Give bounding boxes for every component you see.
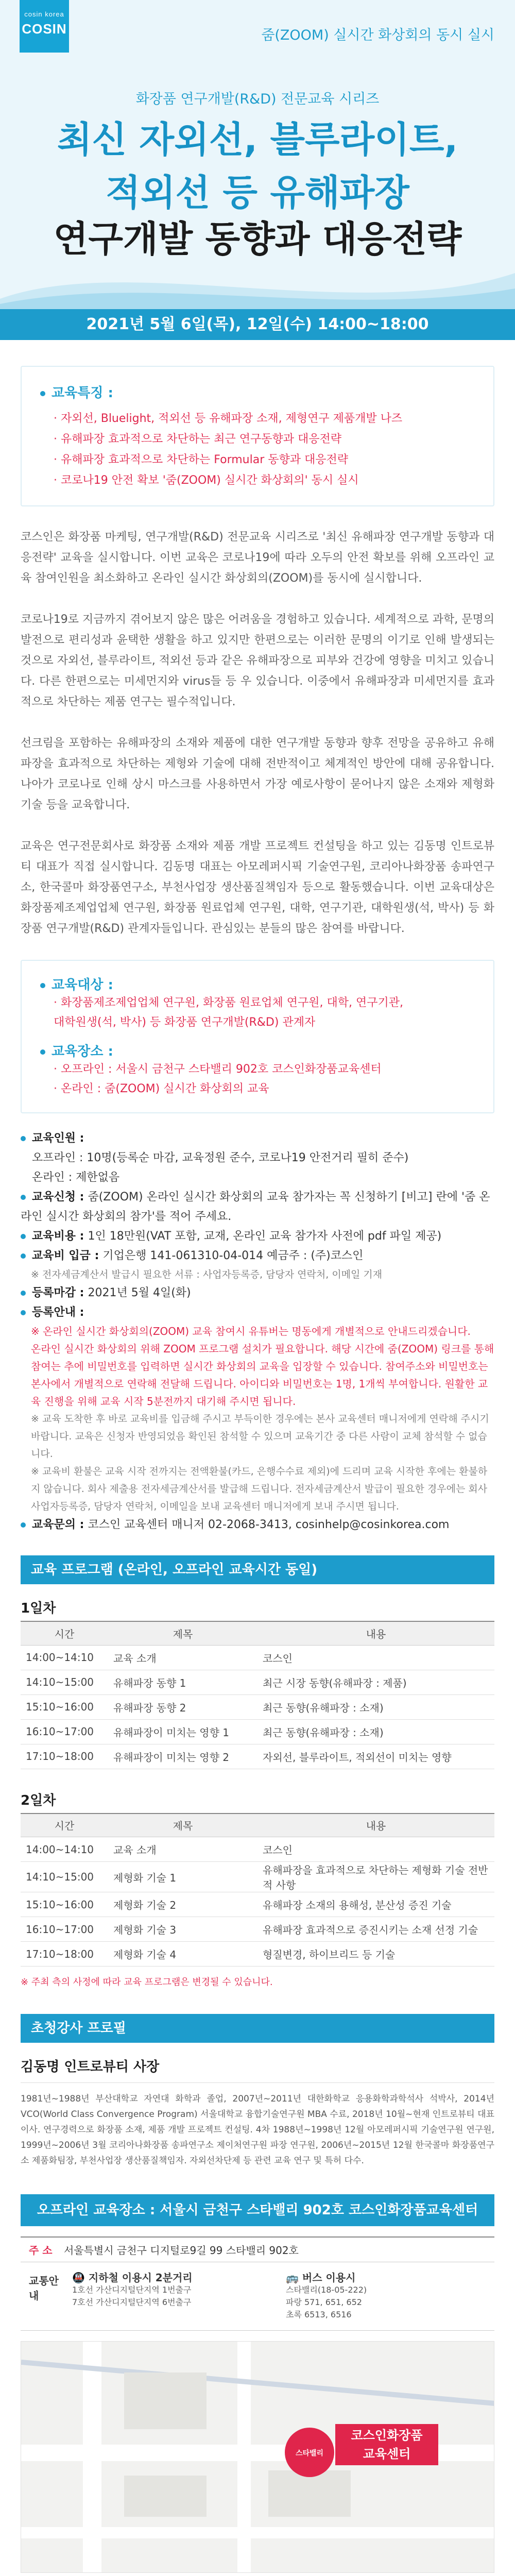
cell-content: 최근 동향(유해파장 : 소재) [258, 1719, 494, 1744]
transit-label: 교통안내 [29, 2275, 59, 2302]
method-row: 교육신청 : 줌(ZOOM) 온라인 실시간 화상회의 교육 참가자는 꼭 신청하기 [비고] 란에 '줌 온라인 실시간 화상회의 참가'를 적어 주세요. [21, 1191, 490, 1223]
cosin-logo [20, 0, 69, 53]
bullet-icon [40, 983, 45, 988]
cell-time: 14:00~14:10 [21, 1645, 108, 1670]
cell-title: 제형화 기술 1 [108, 1862, 258, 1892]
col-content: 내용 [258, 1621, 494, 1645]
bus-title: 🚌 버스 이용시 [286, 2272, 356, 2284]
audience-item: 대학원생(석, 박사) 등 화장품 연구개발(R&D) 관계자 [54, 1016, 316, 1029]
cell-content: 형질변경, 하이브리드 등 기술 [258, 1942, 494, 1967]
zoom-notice: 줌(ZOOM) 실시간 화상회의 동시 실시 [261, 27, 494, 43]
cell-time: 17:10~18:00 [21, 1744, 108, 1769]
cell-content: 코스인 [258, 1645, 494, 1670]
day1-title: 1일차 [21, 1601, 56, 1616]
deadline-row: 등록마감 : 2021년 5월 4일(화) [21, 1283, 494, 1303]
cell-title: 유해파장 동향 1 [108, 1670, 258, 1694]
bus-line: 스타밸리(18-05-222) [286, 2285, 367, 2295]
address-text: 서울특별시 금천구 디지털로9길 99 스타밸리 902호 [63, 2244, 299, 2257]
cell-time: 16:10~17:00 [21, 1917, 108, 1942]
main-title-line-2: 적외선 등 유해파장 [106, 172, 409, 214]
logo-top-text: cosin korea [24, 10, 64, 18]
personnel-row: 교육인원 : [21, 1129, 494, 1148]
bullet-icon [21, 1136, 26, 1141]
table-row [21, 1942, 494, 1967]
feature-item: · 유해파장 효과적으로 차단하는 최근 연구동향과 대응전략 [54, 433, 342, 446]
audience-item: · 화장품제조제업업체 연구원, 화장품 원료업체 연구원, 대학, 연구기관, [54, 996, 403, 1009]
cell-content: 최근 동향(유해파장 : 소재) [258, 1694, 494, 1719]
bullet-icon [21, 1253, 26, 1259]
subway-info [67, 2262, 281, 2330]
intro-paragraph: 코스인은 화장품 마케팅, 연구개발(R&D) 전문교육 시리즈로 '최신 유해파장 연구개발 동향과 대응전략' 교육을 실시합니다. 이번 교육은 코로나19에 따라 오두의 안전 확보를 위해 오프라인 교육 참여인원을 최소화하고 온라인 실시간 화상회의(ZOOM)를 동시에 실시합니다. [21, 531, 494, 585]
cell-content: 자외선, 블루라이트, 적외선이 미치는 영향 [258, 1744, 494, 1769]
bullet-icon [21, 1195, 26, 1200]
cell-content: 유해파장 소재의 용해성, 분산성 증진 기술 [258, 1892, 494, 1917]
speaker-heading: 초청강사 프로필 [21, 2014, 494, 2043]
bullet-icon [40, 1049, 45, 1055]
personnel-offline: 오프라인 : 10명(등록순 마감, 교육정원 준수, 코로나19 안전거리 필히 준수) [32, 1151, 409, 1164]
decorative-wave [0, 242, 515, 314]
account-note: ※ 전자세금계산서 발급시 필요한 서류 : 사업자등록증, 담당자 연락처, 이메일 기재 [31, 1269, 383, 1280]
table-row [21, 1744, 494, 1769]
address-label: 주 소 [29, 2244, 53, 2257]
col-content: 내용 [258, 1814, 494, 1837]
col-time: 시간 [21, 1621, 108, 1645]
day2-table [21, 1813, 494, 1967]
feature-item: · 자외선, Bluelight, 적외선 등 유해파장 소재, 제형연구 제품개발 나즈 [54, 412, 403, 425]
cell-title: 제형화 기술 4 [108, 1942, 258, 1967]
table-row [21, 1719, 494, 1744]
table-row [21, 1917, 494, 1942]
feature-item: · 유해파장 효과적으로 차단하는 Formular 동향과 대응전략 [54, 453, 348, 466]
hero-banner [0, 0, 515, 340]
col-title: 제목 [108, 1621, 258, 1645]
registration-details [0, 1113, 515, 1535]
speaker-bio: 1981년~1988년 부산대학교 자연대 화학과 졸업, 2007년~2011년 대한화학교 응용화학과학석사 석박사, 2014년 VCO(World Class Convergence Program) 서울대학교 융합기술연구원 MBA 수료, 2018년 10월~현재 인트로뷰티 대표이사. 연구경력으로 화장품 소재, 제품 개발 프로젝트 컨설팅. 4차 1988년~1998년 12월 아모레퍼시픽 기술연구원 연구원, 1999년~2006년 3월 코리아나화장품 송파연구소 제이처연구원 파장 연구원, 2006년~2015년 12월 한국콜마 화장품연구소 제품화팀장, 부천사업장 생산품질책임자. 자외선차단제 등 관련 교육 연구 및 특허 다수. [21, 2094, 494, 2166]
schedule-heading: 교육 프로그램 (온라인, 오프라인 교육시간 동일) [21, 1555, 494, 1584]
col-time: 시간 [21, 1814, 108, 1837]
cell-time: 14:10~15:00 [21, 1862, 108, 1892]
speaker-name: 김동명 인트로뷰티 사장 [21, 2056, 494, 2083]
map-pin-label: 스타밸리 [295, 2449, 324, 2458]
location-heading: 오프라인 교육장소 : 서울시 금천구 스타밸리 902호 코스인화장품교육센터 [21, 2194, 494, 2226]
cell-title: 유해파장 동향 2 [108, 1694, 258, 1719]
table-row [21, 1862, 494, 1892]
audience-venue-box [21, 960, 494, 1113]
cell-content: 최근 시장 동향(유해파장 : 제품) [258, 1670, 494, 1694]
audience-heading: 교육대상 : [40, 974, 475, 993]
map-label-line: 교육센터 [363, 2447, 411, 2461]
cell-time: 15:10~16:00 [21, 1694, 108, 1719]
intro-paragraph: 선크림을 포함하는 유해파장의 소재와 제품에 대한 연구개발 동향과 향후 전망을 공유하고 유해파장을 효과적으로 차단하는 제형와 기술에 대해 전반적이고 체계적인 방안에 대해 공유합니다. 나아가 코로나로 인해 상시 마스크를 사용하면서 가장 예로사항이 묻어나지 않은 소재와 제형화 기술 등을 교육합니다. [21, 737, 494, 811]
day1-table [21, 1621, 494, 1769]
main-title-line-3: 연구개발 동향과 대응전략 [53, 218, 462, 260]
map-label [335, 2424, 438, 2465]
cell-time: 14:00~14:10 [21, 1837, 108, 1862]
register-note: ※ 교육비 환불은 교육 시작 전까지는 전액환불(카드, 은행수수료 제외)에 드리며 교육 시작한 후에는 환불하지 않습니다. 회사 제출용 전자세금계산서를 발급해 드립니다. 전자세금계산서 발급이 필요한 경우에는 회사 사업자등록증, 담당자 연락처, 이메일을 보내 교육센터 매니저에게 보내 주시면 됩니다. [31, 1466, 488, 1512]
table-row [21, 1892, 494, 1917]
venue-heading: 교육장소 : [40, 1041, 475, 1060]
address-row [21, 2236, 494, 2262]
bus-line: 초록 6513, 6516 [286, 2310, 352, 2319]
table-row [21, 1837, 494, 1862]
subway-line: 7호선 가산디지털단지역 6번출구 [72, 2297, 192, 2307]
venue-item: · 오프라인 : 서울시 금천구 스타밸리 902호 코스인화장품교육센터 [54, 1063, 382, 1076]
bus-info [281, 2262, 494, 2330]
logo-name: COSIN [22, 21, 67, 37]
cell-content: 코스인 [258, 1837, 494, 1862]
cell-title: 교육 소개 [108, 1837, 258, 1862]
register-note: 온라인 실시간 화상회의 위해 ZOOM 프로그램 설치가 필요합니다. 해당 시간에 줌(ZOOM) 링크를 통해 참여는 추에 비밀번호를 입력하면 실시간 화상회의 교육을 입장할 수 있습니다. 참여주소와 비밀번호는 본사에서 개별적으로 연락해 전달해 드립니다. 아이디와 비밀번호는 1명, 1개씩 부여합니다. 원활한 교육 진행을 위해 교육 시작 5분전까지 대기해 주시면 됩니다. [31, 1343, 494, 1408]
bullet-icon [21, 1310, 26, 1315]
cell-title: 유해파장이 미치는 영향 2 [108, 1744, 258, 1769]
features-heading: 교육특징 : [40, 382, 475, 401]
contact-row: 교육문의 : 코스인 교육센터 매니저 02-2068-3413, cosinhelp@cosinkorea.com [21, 1515, 494, 1535]
subway-title: 🚇 지하철 이용시 2분거리 [72, 2272, 193, 2284]
register-row: 등록안내 : [21, 1303, 494, 1323]
day2-title: 2일차 [21, 1792, 56, 1808]
main-title-line-1: 최신 자외선, 블루라이트, [57, 118, 458, 161]
intro-paragraph: 코로나19로 지금까지 겪어보지 않은 많은 어려움을 경험하고 있습니다. 세계적으로 과학, 문명의 발전으로 편리성과 윤택한 생활을 하고 있지만 한편으로는 이러한 문명의 이기로 인해 발생되는 것으로 자외선, 블루라이트, 적외선 등과 같은 유해파장으로 피부와 건강에 영향을 미치고 있습니다. 다른 한편으로는 미세먼지와 virus들 등 우 있습니다. 이중에서 유해파장과 미세먼지를 효과적으로 차단하는 제품 연구는 필수적입니다. [21, 613, 494, 708]
col-title: 제목 [108, 1814, 258, 1837]
features-box [21, 366, 494, 506]
subway-line: 1호선 가산디지털단지역 1번출구 [72, 2285, 192, 2295]
bullet-icon [21, 1291, 26, 1296]
bus-icon: 🚌 [286, 2272, 302, 2284]
cell-content: 유해파장 효과적으로 증진시키는 소재 선정 기술 [258, 1917, 494, 1942]
event-date: 2021년 5월 6일(목), 12일(수) 14:00~18:00 [0, 309, 515, 340]
transit-info [21, 2262, 494, 2331]
bullet-icon [21, 1522, 26, 1528]
schedule-note: ※ 주최 측의 사정에 따라 교육 프로그램은 변경될 수 있습니다. [21, 1977, 273, 1988]
bus-line: 파랑 571, 651, 652 [286, 2297, 362, 2307]
table-header [21, 1814, 494, 1837]
location-map[interactable] [21, 2341, 494, 2573]
bullet-icon [21, 1234, 26, 1239]
subway-icon: 🚇 [72, 2272, 89, 2284]
feature-item: · 코로나19 안전 확보 '줌(ZOOM) 실시간 화상회의' 동시 실시 [54, 474, 359, 487]
bullet-icon [40, 391, 45, 396]
intro-paragraph: 교육은 연구전문회사로 화장품 소재와 제품 개발 프로젝트 컨설팅을 하고 있는 김동명 인트로뷰티 대표가 직접 실시합니다. 김동명 대표는 아모레퍼시픽 기술연구원, 코리아나화장품 송파연구소, 한국콜마 화장품연구소, 부천사업장 생산품질책임자 등으로 활동했습니다. 이번 교육대상은 화장품제조제업업체 연구원, 화장품 원료업체 연구원, 대학, 연구기관, 대학원생(석, 박사) 등 화장품 연구개발(R&D) 관계자들입니다. 관심있는 분들의 많은 참여를 바랍니다. [21, 840, 494, 935]
table-row [21, 1694, 494, 1719]
cell-time: 14:10~15:00 [21, 1670, 108, 1694]
cell-title: 교육 소개 [108, 1645, 258, 1670]
cell-time: 15:10~16:00 [21, 1892, 108, 1917]
map-label-line: 코스인화장품 [351, 2428, 423, 2443]
fee-row: 교육비용 : 1인 18만원(VAT 포함, 교재, 온라인 교육 참가자 사전에 pdf 파일 제공) [21, 1227, 494, 1246]
venue-item: · 온라인 : 줌(ZOOM) 실시간 화상회의 교육 [54, 1082, 269, 1095]
personnel-online: 온라인 : 제한없음 [32, 1171, 120, 1184]
cell-title: 유해파장이 미치는 영향 1 [108, 1719, 258, 1744]
cell-time: 16:10~17:00 [21, 1719, 108, 1744]
cell-content: 유해파장을 효과적으로 차단하는 제형화 기술 전반적 사항 [258, 1862, 494, 1892]
cell-title: 제형화 기술 3 [108, 1917, 258, 1942]
register-note: ※ 온라인 실시간 화상회의(ZOOM) 교육 참여시 유튜버는 명동에게 개별적으로 안내드리겠습니다. [31, 1325, 471, 1337]
cell-time: 17:10~18:00 [21, 1942, 108, 1967]
series-subtitle: 화장품 연구개발(R&D) 전문교육 시리즈 [135, 91, 380, 107]
account-row: 교육비 입금 : 기업은행 141-061310-04-014 예금주 : (주)코스인 [21, 1246, 494, 1266]
table-row [21, 1645, 494, 1670]
register-note: ※ 교육 도착한 후 바로 교육비를 입금해 주시고 부득이한 경우에는 본사 교육센터 매니저에게 연락해 주시기 바랍니다. 교육은 신청자 반영되었음 확인된 참석할 수 있으며 교육기간 중 다른 사람이 교체 참석할 수 없습니다. [31, 1413, 489, 1460]
table-header [21, 1621, 494, 1645]
cell-title: 제형화 기술 2 [108, 1892, 258, 1917]
table-row [21, 1670, 494, 1694]
